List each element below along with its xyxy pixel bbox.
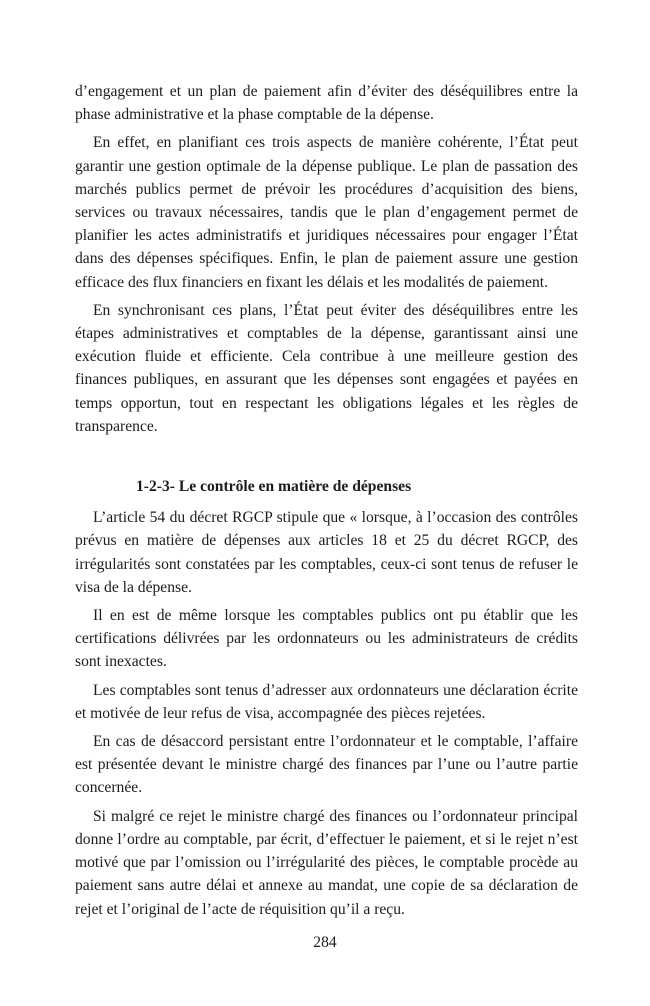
paragraph-planning: En effet, en planifiant ces trois aspects de manière cohérente, l’État peut garantir une gestion optimale de la dépense publique. Le plan de passation des marchés publics permet de prévoir les procédures d’acquisition des biens, services ou travaux nécessaires, tandis que le plan d’engagement permet de planifier les actes administratifs et juridiques nécessaires pour engager l’État dans des dépenses spécifiques. Enfin, le plan de paiement assure une gestion efficace des flux financiers en fixant les délais et les modalités de paiement. <box>75 134 578 291</box>
paragraph-desaccord: En cas de désaccord persistant entre l’ordonnateur et le comptable, l’affaire est présentée devant le ministre chargé des finances par l’une ou l’autre partie concernée. <box>75 733 578 797</box>
paragraph-article-54: L’article 54 du décret RGCP stipule que « lorsque, à l’occasion des contrôles prévus en matière de dépenses aux articles 18 et 25 du décret RGCP, des irrégularités sont constatées par les comptables, ceux-ci sont tenus de refuser le visa de la dépense. <box>75 509 578 596</box>
paragraph-declaration: Les comptables sont tenus d’adresser aux ordonnateurs une déclaration écrite et motivée de leur refus de visa, accompagnée des pièces rejetées. <box>75 681 578 722</box>
paragraph-continuation: d’engagement et un plan de paiement afin d’éviter des déséquilibres entre la phase administrative et la phase comptable de la dépense. <box>75 83 578 124</box>
page-body <box>75 80 578 926</box>
section-heading: 1-2-3- Le contrôle en matière de dépenses <box>136 478 412 496</box>
paragraph-requisition: Si malgré ce rejet le ministre chargé des finances ou l’ordonnateur principal donne l’ordre au comptable, par écrit, d’effectuer le paiement, et si le rejet n’est motivé que par l’omission ou l’irrégularité des pièces, le comptable procède au paiement sans autre délai et annexe au mandat, une copie de sa déclaration de rejet et l’original de l’acte de réquisition qu’il a reçu. <box>75 807 578 918</box>
page-number: 284 <box>313 934 337 951</box>
paragraph-certifications: Il en est de même lorsque les comptables publics ont pu établir que les certifications délivrées par les ordonnateurs ou les administrateurs de crédits sont inexactes. <box>75 607 578 671</box>
paragraph-synchronisation: En synchronisant ces plans, l’État peut éviter des déséquilibres entre les étapes administratives et comptables de la dépense, garantissant ainsi une exécution fluide et efficiente. Cela contribue à une meilleure gestion des finances publiques, en assurant que les dépenses sont engagées et payées en temps opportun, tout en respectant les obligations légales et les règles de transparence. <box>75 301 578 435</box>
